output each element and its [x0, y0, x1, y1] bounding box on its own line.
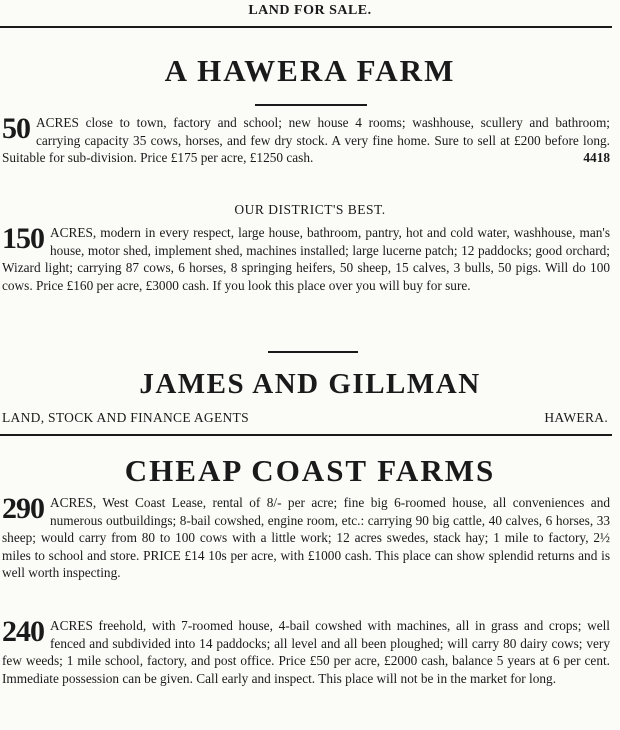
agent-location: HAWERA.	[544, 410, 608, 425]
listing-text: ACRES close to town, factory and school; new house 4 rooms; washhouse, scullery and bathroom; carrying capacity 35 cows, horses, and few dry stock. A very fine home. Sure to sell at £200 before long. Suitable for sub-division. Price £175 per acre, £1250 cash.	[2, 115, 610, 166]
farm-title-coast: CHEAP COAST FARMS	[124, 453, 496, 488]
listing-text: ACRES freehold, with 7-roomed house, 4-bail cowshed with machines, all in grass and crops; well fenced and subdivided into 14 paddocks; all level and all been ploughed; will carry 80 dairy cows; very few weeds; 1 mile school, factory, and post office. Price £50 per acre, £2000 cash, balance 5 years at 6 per cent. Immediate possession can be given. Call early and inspect. This place will not be in the market for long.	[2, 618, 610, 686]
farm-title-hawera: A HAWERA FARM	[164, 53, 456, 88]
listing-text: ACRES, modern in every respect, large house, bathroom, pantry, hot and cold water, washhouse, man's house, motor shed, implement shed, machines installed; large lucerne patch; 12 paddocks; good orchard; Wizard light; carrying 87 cows, 6 horses, 8 springing heifers, 50 sheep, 15 calves, 3 bulls, 50 pigs. Will do 100 cows. Price £160 per acre, £3000 cash. If you look this place over you will buy for sure.	[2, 225, 610, 293]
listing-code: 4418	[583, 150, 610, 166]
header-rule	[0, 26, 612, 28]
listing-240-acres	[2, 617, 610, 687]
agent-line	[2, 410, 608, 426]
listing-acres: 290	[2, 492, 44, 525]
listing-subheading: OUR DISTRICT'S BEST.	[234, 202, 386, 217]
section-divider	[268, 351, 358, 353]
agent-name: JAMES AND GILLMAN	[139, 368, 481, 400]
title-underline	[255, 104, 367, 106]
agent-rule	[0, 434, 612, 436]
agent-description: LAND, STOCK AND FINANCE AGENTS	[2, 410, 249, 425]
section-header: LAND FOR SALE.	[248, 3, 372, 18]
listing-text: ACRES, West Coast Lease, rental of 8/- per acre; fine big 6-roomed house, all conveniences and numerous outbuildings; 8-bail cowshed, engine room, etc.: carrying 90 big cattle, 40 calves, 6 horses, 33 sheep; would carry from 80 to 100 cows with a little work; 12 acres swedes, stack hay; 1 mile to factory, 2½ miles to school and store. PRICE £14 10s per acre, with £1000 cash. This place can show splendid returns and is well worth inspecting.	[2, 495, 610, 581]
listing-150-acres	[2, 224, 610, 294]
listing-acres: 150	[2, 222, 44, 255]
listing-290-acres	[2, 494, 610, 582]
listing-50-acres	[2, 114, 610, 167]
listing-acres: 50	[2, 112, 30, 145]
listing-acres: 240	[2, 615, 44, 648]
